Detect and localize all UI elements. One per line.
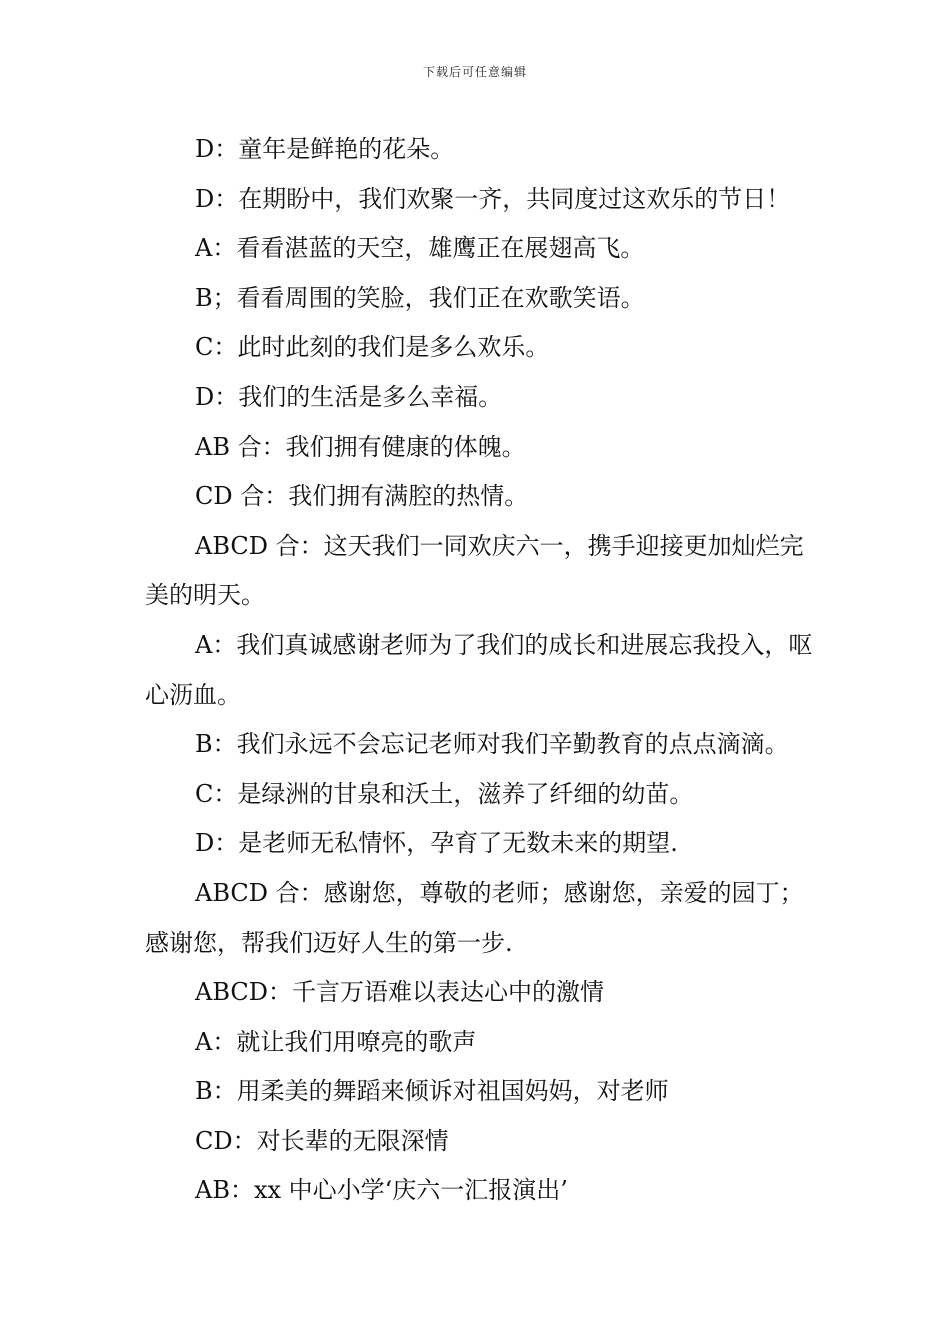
line-14: ABCD 合：感谢您，尊敬的老师；感谢您，亲爱的园丁；感谢您，帮我们迈好人生的第一步. <box>145 878 804 957</box>
line-4: B；看看周围的笑脸，我们正在欢歌笑语。 <box>195 283 645 312</box>
line-8: CD 合：我们拥有满腔的热情。 <box>195 482 529 511</box>
line-2: D：在期盼中，我们欢聚一齐，共同度过这欢乐的节日！ <box>195 184 791 213</box>
line-10: A：我们真诚感谢老师为了我们的成长和进展忘我投入，呕心沥血。 <box>145 630 813 709</box>
line-11: B：我们永远不会忘记老师对我们辛勤教育的点点滴滴。 <box>195 730 789 759</box>
line-17: B：用柔美的舞蹈来倾诉对祖国妈妈，对老师 <box>195 1077 669 1106</box>
line-12: C：是绿洲的甘泉和沃土，滋养了纤细的幼苗。 <box>195 779 694 808</box>
line-16: A：就让我们用嘹亮的歌声 <box>195 1027 477 1056</box>
line-13: D：是老师无私情怀，孕育了无数未来的期望. <box>195 829 678 858</box>
line-6: D：我们的生活是多么幸福。 <box>195 382 503 411</box>
line-3: A：看看湛蓝的天空，雄鹰正在展翅高飞。 <box>195 234 645 263</box>
line-15: ABCD：千言万语难以表达心中的激情 <box>195 978 605 1007</box>
line-9: ABCD 合：这天我们一同欢庆六一，携手迎接更加灿烂完美的明天。 <box>145 531 804 610</box>
line-1: D：童年是鲜艳的花朵。 <box>195 135 455 163</box>
document-body <box>145 125 825 1216</box>
page-header: 下载后可任意编辑 <box>422 65 527 79</box>
line-19: AB：xx 中心小学‘庆六一汇报演出’ <box>195 1176 568 1205</box>
line-7: AB 合：我们拥有健康的体魄。 <box>195 432 526 461</box>
line-5: C：此时此刻的我们是多么欢乐。 <box>195 333 550 362</box>
line-18: CD：对长辈的无限深情 <box>195 1126 449 1155</box>
